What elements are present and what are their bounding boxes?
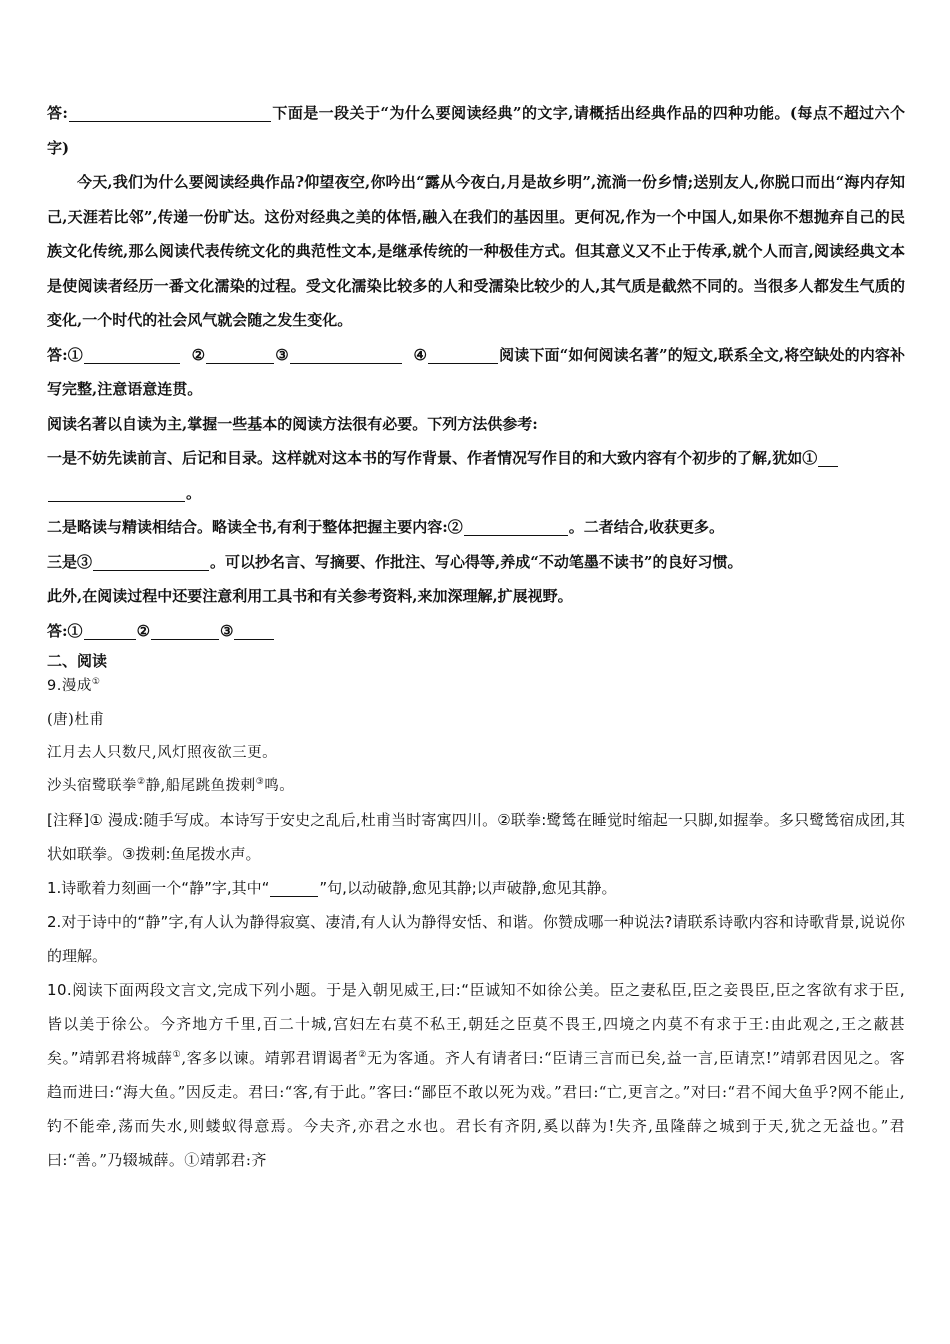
q8-prompt: 下面是一段关于“为什么要阅读经典”的文字,请概括出经典作品的四种功能。(每点不超过六个字)	[47, 104, 905, 157]
note-mark-2: ②	[137, 777, 146, 787]
answer-blank-3[interactable]	[290, 345, 402, 364]
q9-method-2	[47, 510, 905, 545]
q1-text-a: 1.诗歌着力刻画一个“静”字,其中“	[47, 879, 270, 897]
poem-line-1: 江月去人只数尺,风灯照夜欲三更。	[47, 745, 278, 761]
line-2-c: 鸣。	[264, 778, 295, 794]
blank-mark-3: ③	[275, 345, 289, 364]
note-mark-3: ③	[255, 777, 265, 787]
answer-blank-1[interactable]	[84, 345, 180, 364]
line-2-a: 沙头宿鹭联拳	[47, 778, 137, 794]
q8-prompt-paragraph	[47, 96, 905, 165]
blank-mark-1: ①	[67, 345, 83, 364]
q10-text-a: 10.阅读下面两段文言文,完成下列小题。于是入朝见威王,曰:“臣诚知不如徐公美。臣之妻私臣,臣之妾畏臣,臣之客欲有求于臣,皆以美于徐公。今齐地方千里,百二十城,宫妇左右莫不私王,朝廷之臣莫不畏王,四境之内莫不有求于王:由此观之,王之蔽甚矣。”靖郭君将城薛	[47, 981, 905, 1067]
method-1-blank-a[interactable]	[818, 448, 838, 467]
answer-label: 答:	[47, 104, 68, 122]
poem-title	[47, 674, 905, 698]
answer-label: 答:	[47, 345, 68, 364]
q10-text-c: 无为客通。齐人有请者曰:“臣请三言而已矣,益一言,臣请烹!”靖郭君因见之。客趋而进曰:“海大鱼。”因反走。君曰:“客,有于此。”客曰:“鄙臣不敢以死为戏。”君曰:“亡,更言之。”对曰:“君不闻大鱼乎?网不能止,钓不能牵,荡而失水,则蝼蚁得意焉。今夫齐,亦君之水也。君长有齐阴,奚以薛为!失齐,虽隆薛之城到于天,犹之无益也。”君曰:“善。”乃辍城薛。①靖郭君:齐	[47, 1049, 905, 1169]
q9-method-extra: 此外,在阅读过程中还要注意利用工具书和有关参考资料,来加深理解,扩展视野。	[47, 587, 573, 605]
method-3-end: 。可以抄名言、写摘要、作批注、写心得等,养成“不动笔墨不读书”的良好习惯。	[210, 552, 743, 571]
method-2-blank[interactable]	[464, 517, 568, 536]
answer-blank-4[interactable]	[428, 345, 498, 364]
document-page	[47, 96, 905, 1177]
method-2-end: 。二者结合,收获更多。	[568, 518, 724, 536]
method-1-end: 。	[186, 483, 202, 502]
method-2-text: 二是略读与精读相结合。略读全书,有利于整体把握主要内容:②	[47, 518, 463, 536]
q1-text-b: ”句,以动破静,愈见其静;以声破静,愈见其静。	[319, 879, 617, 897]
q9-method-1	[47, 441, 905, 510]
answer-blank-1[interactable]	[84, 621, 136, 640]
q10-note-2: ②	[358, 1050, 367, 1060]
q9-method-3	[47, 545, 905, 580]
poem-line-2	[47, 770, 905, 803]
method-1-text: 一是不妨先读前言、后记和目录。这样就对这本书的写作背景、作者情况写作目的和大致内容有个初步的了解,犹如①	[47, 449, 818, 467]
answer-blank[interactable]	[69, 103, 271, 122]
poem-question-1	[47, 871, 905, 905]
q9-answer	[47, 614, 905, 649]
q1-blank[interactable]	[270, 878, 318, 897]
blank-mark-3: ③	[220, 621, 234, 640]
q9-prompt: 阅读下面“如何阅读名著”的短文,联系全文,将空缺处的内容补写完整,注意语意连贯。	[47, 345, 905, 398]
poem-title-note: ①	[91, 677, 101, 687]
method-3-text: 三是③	[47, 552, 93, 571]
method-1-blank-b[interactable]	[48, 483, 185, 502]
answer-label: 答:	[47, 621, 68, 640]
answer-blank-2[interactable]	[151, 621, 219, 640]
q10-passage	[47, 973, 905, 1177]
q10-text-b: ,客多以谏。靖郭君谓谒者	[181, 1049, 359, 1067]
method-3-blank[interactable]	[93, 552, 209, 571]
poem-question-2: 2.对于诗中的“静”字,有人认为静得寂寞、凄清,有人认为静得安恬、和谐。你赞成哪一种说法?请联系诗歌内容和诗歌背景,说说你的理解。	[47, 913, 905, 965]
poem-title-text: 9.漫成	[47, 678, 92, 694]
blank-mark-2: ②	[191, 345, 206, 364]
blank-mark-2: ②	[136, 621, 151, 640]
q8-answer-and-q9-prompt	[47, 338, 905, 407]
q10-note-1: ①	[172, 1050, 182, 1060]
blank-mark-1: ①	[67, 621, 83, 640]
answer-blank-2[interactable]	[206, 345, 274, 364]
poem-author: (唐)杜甫	[47, 712, 105, 728]
answer-blank-3[interactable]	[234, 621, 274, 640]
blank-mark-4: ④	[413, 345, 428, 364]
poem-notes: [注释]① 漫成:随手写成。本诗写于安史之乱后,杜甫当时寄寓四川。②联拳:鹭鸶在睡觉时缩起一只脚,如握拳。多只鹭鸶宿成团,其状如联拳。③拨刺:鱼尾拨水声。	[47, 811, 905, 863]
section-title: 二、阅读	[47, 652, 108, 670]
line-2-b: 静,船尾跳鱼拨剌	[145, 778, 256, 794]
q9-intro: 阅读名著以自读为主,掌握一些基本的阅读方法很有必要。下列方法供参考:	[47, 414, 538, 433]
q8-passage: 今天,我们为什么要阅读经典作品?仰望夜空,你吟出“露从今夜白,月是故乡明”,流淌一份乡情;送别友人,你脱口而出“海内存知己,天涯若比邻”,传递一份旷达。这份对经典之美的体悟,融入在我们的基因里。更何况,作为一个中国人,如果你不想抛弃自己的民族文化传统,那么阅读代表传统文化的典范性文本,是继承传统的一种极佳方式。但其意义又不止于传承,就个人而言,阅读经典文本是使阅读者经历一番文化濡染的过程。受文化濡染比较多的人和受濡染比较少的人,其气质是截然不同的。当很多人都发生气质的变化,一个时代的社会风气就会随之发生变化。	[47, 173, 905, 329]
